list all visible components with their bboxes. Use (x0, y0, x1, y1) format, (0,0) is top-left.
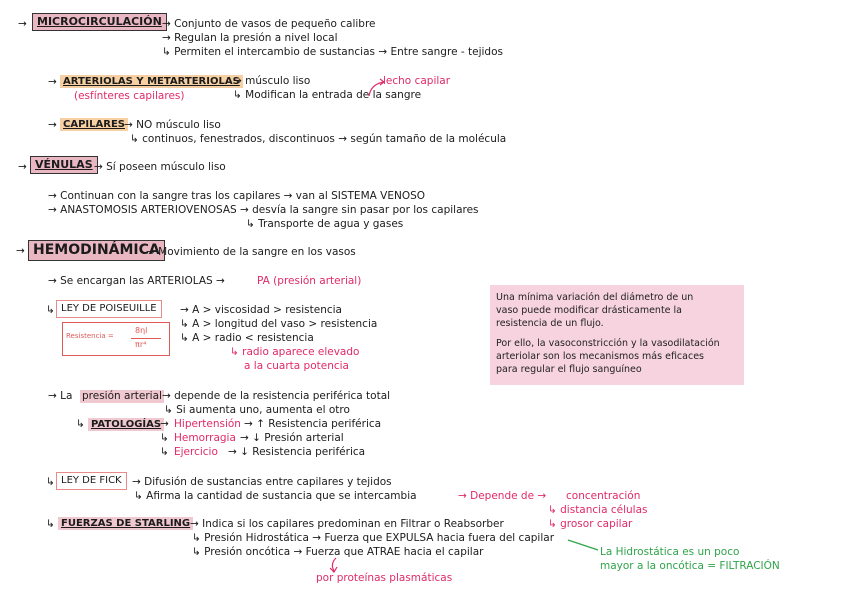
bullet-arrow: → (160, 418, 169, 430)
starling-green-note: La Hidrostática es un poco (600, 546, 740, 558)
poiseuille-radio-note-2: a la cuarta potencia (244, 360, 349, 372)
bullet-arrow: ↳ (160, 446, 169, 458)
pathology-ejercicio-effect: → ↓ Resistencia periférica (228, 446, 366, 458)
arteriolas-line-2: ↳ Modifican la entrada de la sangre (233, 89, 422, 101)
venulas-line-3: → ANASTOMOSIS ARTERIOVENOSAS → desvía la sangre sin pasar por los capilares (48, 204, 479, 216)
starling-line-1: → Indica si los capilares predominan en Filtrar o Reabsorber (190, 518, 504, 530)
hemo-pa: PA (presión arterial) (257, 275, 362, 287)
lecho-capilar-note: lecho capilar (383, 75, 451, 87)
bullet-arrow: ↳ (76, 418, 85, 430)
poiseuille-radio-note: ↳ radio aparece elevado (230, 346, 360, 358)
bullet-arrow: ↳ (46, 518, 55, 530)
bullet-arrow: → (16, 245, 25, 257)
arteriolas-line-1: → músculo liso (233, 75, 311, 87)
poiseuille-line-2: ↳ A > longitud del vaso > resistencia (180, 318, 378, 330)
arteriolas-sub: (esfínteres capilares) (74, 90, 185, 102)
micro-line-1: → Conjunto de vasos de pequeño calibre (162, 18, 376, 30)
bullet-arrow: → (48, 119, 57, 131)
note-text: Por ello, la vasoconstricción y la vasodilatación (496, 338, 720, 349)
formula-numerator: 8ηl (135, 326, 148, 335)
bullet-arrow: → (18, 161, 27, 173)
bullet-arrow: ↳ (46, 476, 55, 488)
venulas-line-1: → Sí poseen músculo liso (94, 161, 226, 173)
formula-label: Resistencia = (66, 332, 114, 340)
capilares-line-1: → NO músculo liso (124, 119, 221, 131)
formula-fraction-bar (131, 338, 161, 339)
presion-arterial-highlight: presión arterial (82, 390, 162, 402)
heading-hemodinamica: HEMODINÁMICA (28, 240, 165, 261)
poiseuille-line-3: ↳ A > radio < resistencia (180, 332, 314, 344)
note-text: para regular el flujo sanguíneo (496, 364, 642, 375)
fick-factor-concentracion: concentración (566, 490, 641, 502)
presion-prefix: → La (48, 390, 73, 402)
bullet-arrow: ↳ (160, 432, 169, 444)
fick-line-1: → Difusión de sustancias entre capilares y tejidos (132, 476, 392, 488)
pathology-hipertension: Hipertensión (174, 418, 241, 430)
fick-line-2: ↳ Afirma la cantidad de sustancia que se intercambia (134, 490, 417, 502)
starling-line-2: ↳ Presión Hidrostática → Fuerza que EXPULSA hacia fuera del capilar (192, 532, 555, 544)
curved-arrow-icon (366, 78, 388, 98)
poiseuille-line-1: → A > viscosidad > resistencia (180, 304, 342, 316)
starling-green-note-2: mayor a la oncótica = FILTRACIÓN (600, 560, 780, 572)
heading-arteriolas: ARTERIOLAS Y METARTERIOLAS (60, 75, 243, 88)
heading-poiseuille: LEY DE POISEUILLE (56, 300, 162, 318)
micro-line-3: ↳ Permiten el intercambio de sustancias → Entre sangre - tejidos (162, 46, 503, 58)
fick-factor-distancia: ↳ distancia células (548, 504, 648, 516)
starling-line-3: ↳ Presión oncótica → Fuerza que ATRAE hacia el capilar (192, 546, 484, 558)
pathology-ejercicio: Ejercicio (174, 446, 218, 458)
heading-capilares: CAPILARES (60, 118, 128, 131)
presion-line-2: ↳ Si aumenta uno, aumenta el otro (164, 404, 350, 416)
note-text: Una mínima variación del diámetro de un (496, 292, 694, 303)
heading-fuerzas-starling: FUERZAS DE STARLING (58, 517, 193, 530)
note-box (490, 285, 744, 385)
hemo-line-2: → Se encargan las ARTERIOLAS → (48, 275, 225, 287)
heading-ley-fick: LEY DE FICK (56, 472, 127, 490)
note-text: arteriolar son los mecanismos más eficaces (496, 351, 704, 362)
micro-line-2: → Regulan la presión a nivel local (162, 32, 338, 44)
green-arrow-icon (566, 536, 602, 554)
heading-venulas: VÉNULAS (30, 156, 98, 174)
resistance-formula-box (62, 322, 170, 356)
heading-patologias: PATOLOGÍAS (88, 418, 164, 431)
fick-depends: → Depende de → (458, 490, 547, 502)
formula-denominator: πr⁴ (135, 340, 147, 349)
pathology-hemorragia: Hemorragia (174, 432, 236, 444)
note-text: resistencia de un flujo. (496, 318, 604, 329)
venulas-line-2: → Continuan con la sangre tras los capilares → van al SISTEMA VENOSO (48, 190, 426, 202)
bullet-arrow: → (18, 18, 27, 30)
presion-line-1: → depende de la resistencia periférica total (162, 390, 391, 402)
venulas-line-4: ↳ Transporte de agua y gases (246, 218, 404, 230)
starling-proteinas-note: por proteínas plasmáticas (316, 572, 453, 584)
note-text: vaso puede modificar drásticamente la (496, 305, 682, 316)
hemo-line-1: → Movimiento de la sangre en los vasos (146, 246, 356, 258)
heading-microcirculacion: MICROCIRCULACIÓN (32, 13, 167, 31)
fick-factor-grosor: ↳ grosor capilar (548, 518, 633, 530)
pathology-hipertension-effect: → ↑ Resistencia periférica (244, 418, 382, 430)
bullet-arrow: → (48, 76, 57, 88)
bullet-arrow: ↳ (46, 304, 55, 316)
pathology-hemorragia-effect: → ↓ Presión arterial (240, 432, 344, 444)
capilares-line-2: ↳ continuos, fenestrados, discontinuos → según tamaño de la molécula (130, 133, 507, 145)
